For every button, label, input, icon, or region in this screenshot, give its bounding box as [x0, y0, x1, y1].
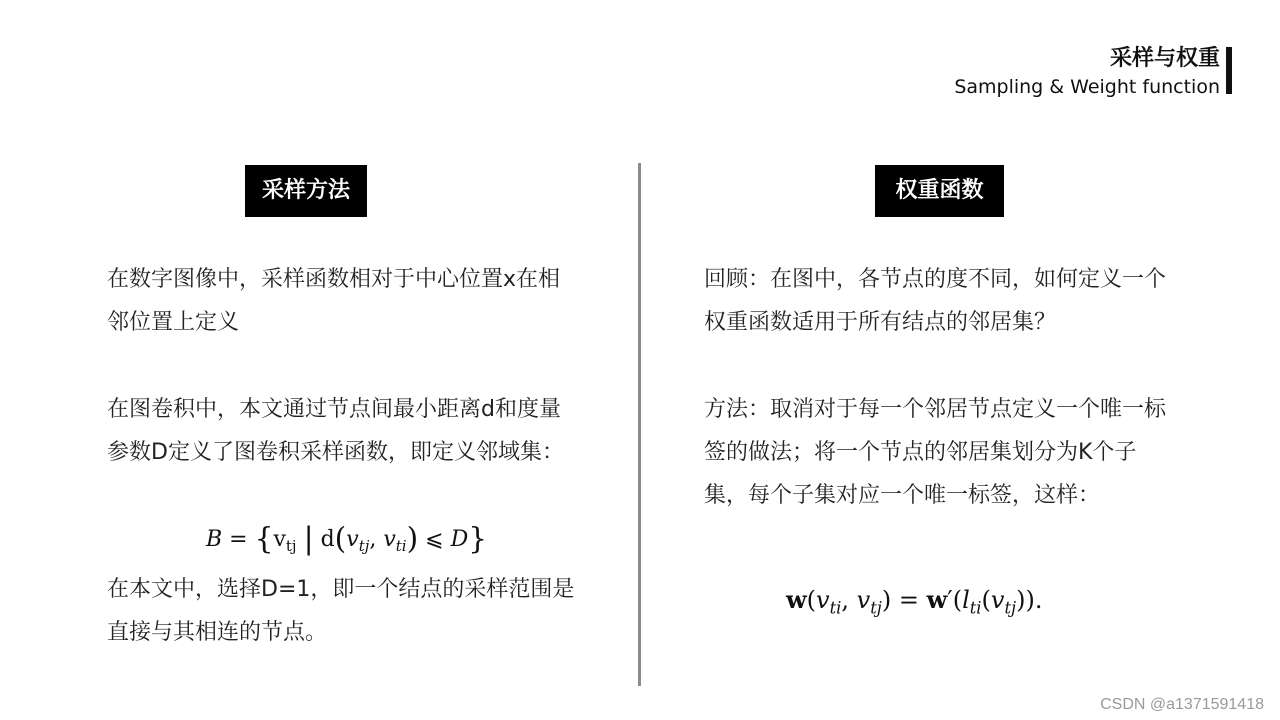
- sampling-method-label: 采样方法: [245, 165, 367, 217]
- neighbor-set-formula: $B = \{v_{tj}$ | $d(v_{tj}$, $v_{ti}$) ⩽ D}: [206, 521, 488, 557]
- slide-title: 采样与权重: [1109, 46, 1220, 71]
- weight-formula: $w(v_{ti}$, $v_{tj}) = w'(l_{ti}(v_{tj}))$.: [786, 585, 1043, 618]
- watermark: CSDN @a1371591418: [1100, 696, 1264, 713]
- slide-header: [954, 44, 1220, 100]
- column-divider: [638, 163, 641, 686]
- sampling-paragraph-3: 在本文中，选择D=1，即一个结点的采样范围是直接与其相连的节点。: [107, 577, 575, 645]
- header-accent-bar: [1226, 47, 1232, 94]
- slide-subtitle: Sampling & Weight function: [954, 76, 1220, 98]
- weight-paragraph-1: 回顾：在图中，各节点的度不同，如何定义一个权重函数适用于所有结点的邻居集？: [704, 267, 1167, 335]
- weight-function-label: 权重函数: [875, 165, 1004, 217]
- weight-paragraph-2: 方法：取消对于每一个邻居节点定义一个唯一标签的做法；将一个节点的邻居集划分为K个子集，每个子集对应一个唯一标签，这样：: [704, 397, 1167, 508]
- sampling-paragraph-2: 在图卷积中，本文通过节点间最小距离d和度量参数D定义了图卷积采样函数，即定义邻域集：: [107, 397, 564, 465]
- sampling-paragraph-1: 在数字图像中，采样函数相对于中心位置x在相邻位置上定义: [107, 267, 561, 335]
